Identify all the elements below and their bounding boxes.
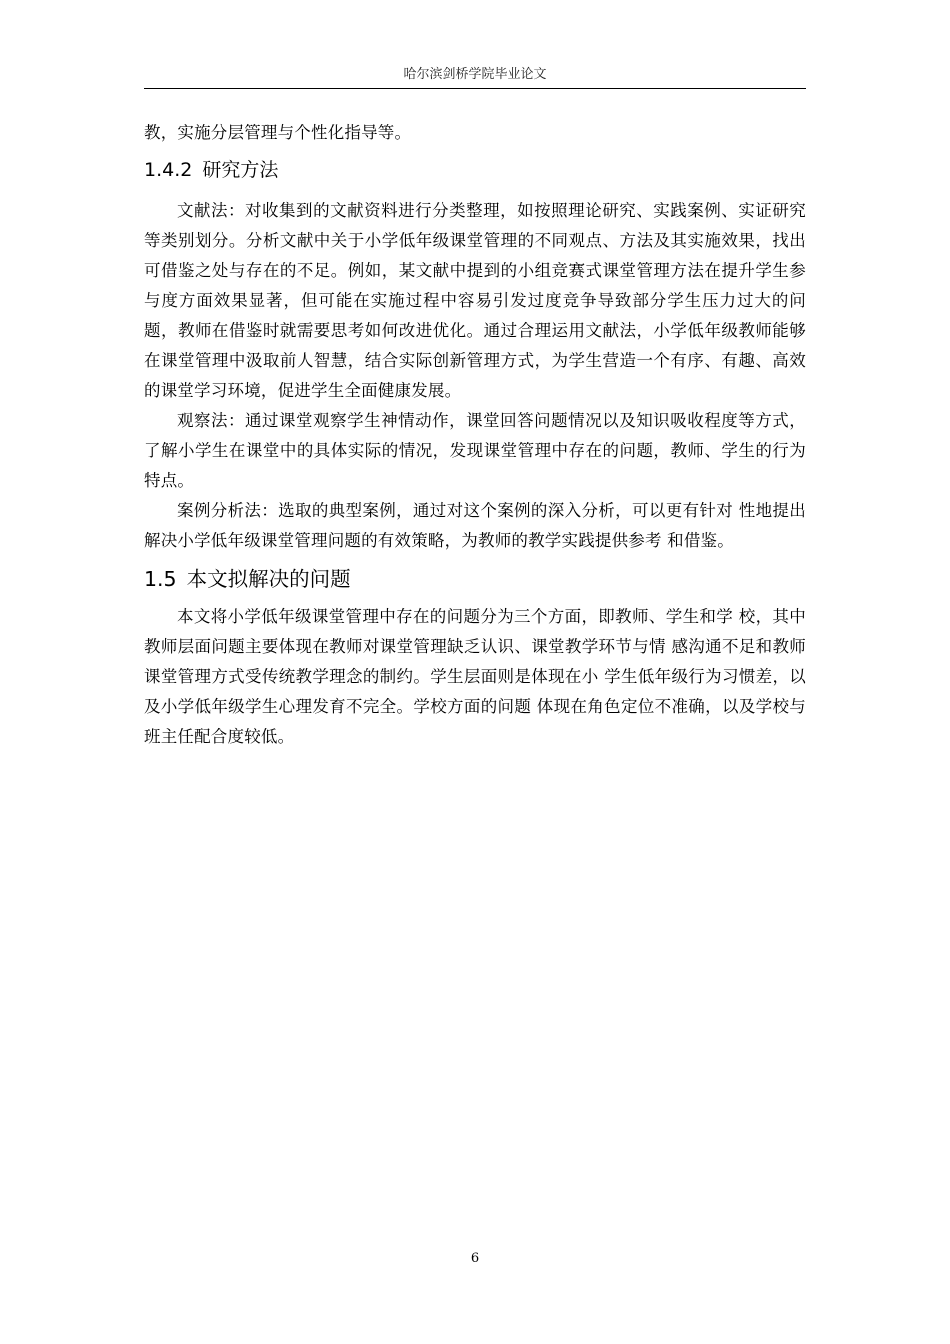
page-header [144,64,806,89]
section-title: 本文拟解决的问题 [186,567,351,591]
section-number: 1.5 [144,567,177,591]
document-body [144,118,806,752]
section-heading-1-4-2 [144,156,806,184]
paragraph-case-analysis-method: 案例分析法：选取的典型案例，通过对这个案例的深入分析，可以更有针对 性地提出解决小学低年级课堂管理问题的有效策略，为教师的教学实践提供参考 和借鉴。 [144,501,806,550]
section-number: 1.4.2 [144,159,193,181]
header-title: 哈尔滨剑桥学院毕业论文 [403,67,547,82]
section-heading-1-5 [144,564,806,594]
paragraph-literature-method: 文献法：对收集到的文献资料进行分类整理，如按照理论研究、实践案例、实证研究等类别划分。分析文献中关于小学低年级课堂管理的不同观点、方法及其实施效果，找出可借鉴之处与存在的不足。例如，某文献中提到的小组竞赛式课堂管理方法在提升学生参与度方面效果显著，但可能在实施过程中容易引发过度竞争导致部分学生压力过大的问题，教师在借鉴时就需要思考如何改进优化。通过合理运用文献法，小学低年级教师能够在课堂管理中汲取前人智慧，结合实际创新管理方式，为学生营造一个有序、有趣、高效的课堂学习环境，促进学生全面健康发展。 [144,201,806,400]
paragraph-observation-method: 观察法：通过课堂观察学生神情动作，课堂回答问题情况以及知识吸收程度等方式，了解小学生在课堂中的具体实际的情况，发现课堂管理中存在的问题，教师、学生的行为特点。 [144,411,806,490]
continuation-paragraph: 教，实施分层管理与个性化指导等。 [144,123,412,142]
section-title: 研究方法 [202,159,279,181]
page-number: 6 [470,1251,480,1266]
paragraph-problems: 本文将小学低年级课堂管理中存在的问题分为三个方面，即教师、学生和学 校，其中教师层面问题主要体现在教师对课堂管理缺乏认识、课堂教学环节与情 感沟通不足和教师课堂管理方式受传统教学理念的制约。学生层面则是体现在小 学生低年级行为习惯差，以及小学低年级学生心理发育不完全。学校方面的问题 体现在角色定位不准确，以及学校与班主任配合度较低。 [144,607,806,746]
